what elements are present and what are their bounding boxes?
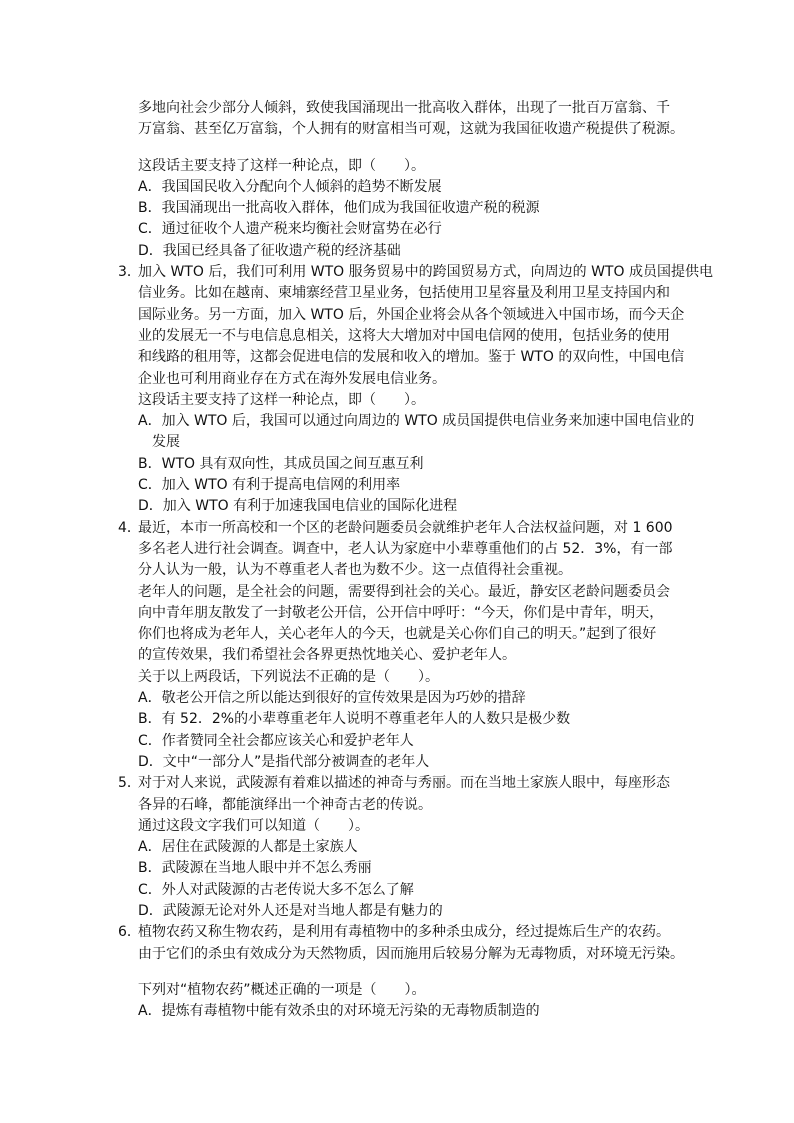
question-stem: 这段话主要支持了这样一种论点，即（ ）。 [138,157,425,174]
passage-text: 老年人的问题，是全社会的问题，需要得到社会的关心。最近，静安区老龄问题委员会 [138,583,670,600]
answer-option: C．通过征收个人遗产税来均衡社会财富势在必行 [138,221,442,238]
passage-line [118,326,698,347]
passage-line [118,119,698,140]
question-block [118,262,713,518]
question-block [118,773,698,922]
passage-line [118,560,698,581]
passage-line [118,944,698,965]
passage-line [118,283,698,304]
question-number: 3． [118,264,141,281]
answer-option: C．加入 WTO 有利于提高电信网的利用率 [138,477,401,494]
passage-text: 信业务。比如在越南、柬埔寨经营卫星业务，包括使用卫星容量及利用卫星支持国内和 [138,285,670,302]
passage-text: 分人认为一般，认为不尊重老人者也为数不少。这一点值得社会重视。 [138,562,572,579]
answer-option: D．加入 WTO 有利于加速我国电信业的国际化进程 [138,498,458,515]
passage-line [118,624,698,645]
answer-option: 发展 [152,434,180,451]
passage-text: 加入 WTO 后，我们可利用 WTO 服务贸易中的跨国贸易方式，向周边的 WTO 成员国提供电 [138,264,713,281]
passage-text: 最近，本市一所高校和一个区的老龄问题委员会就维护老年人合法权益问题，对 1 600 [138,519,673,536]
answer-option: B．WTO 具有双向性，其成员国之间互惠互利 [138,455,424,472]
answer-option: B．我国涌现出一批高收入群体，他们成为我国征收遗产税的税源 [138,200,540,217]
answer-option: B．有 52．2%的小辈尊重老年人说明不尊重老年人的人数只是极少数 [138,711,571,728]
passage-line [118,518,698,539]
passage-line [118,603,698,624]
answer-option: D．我国已经具备了征收遗产税的经济基础 [138,242,401,259]
answer-option: D．文中“一部分人”是指代部分被调查的老年人 [138,753,430,770]
question-stem: 通过这段文字我们可以知道（ ）。 [138,817,369,834]
passage-line [118,582,698,603]
answer-option: A．居住在武陵源的人都是土家族人 [138,839,358,856]
passage-text: 对于对人来说，武陵源有着难以描述的神奇与秀丽。而在当地土家族人眼中，每座形态 [138,775,670,792]
passage-text: 各异的石峰，都能演绎出一个神奇古老的传说。 [138,796,432,813]
passage-text: 的宣传效果，我们希望社会各界更热忱地关心、爱护老年人。 [138,647,516,664]
answer-option: C．作者赞同全社会都应该关心和爱护老年人 [138,732,414,749]
passage-text: 多地向社会少部分人倾斜，致使我国涌现出一批高收入群体，出现了一批百万富翁、千 [138,100,670,116]
answer-option: B．武陵源在当地人眼中并不怎么秀丽 [138,860,372,877]
answer-option: C．外人对武陵源的古老传说大多不怎么了解 [138,881,414,898]
question-block [118,518,698,774]
answer-option: D．武陵源无论对外人还是对当地人都是有魅力的 [138,902,443,919]
passage-text: 你们也将成为老年人，关心老年人的今天，也就是关心你们自己的明天。”起到了很好 [138,626,657,643]
passage-text: 和线路的租用等，这都会促进电信的发展和收入的增加。鉴于 WTO 的双向性，中国电信 [138,349,685,366]
passage-text: 多名老人进行社会调查。调查中，老人认为家庭中小辈尊重他们的占 52．3%，有一部 [138,540,673,557]
passage-text: 向中青年朋友散发了一封敬老公开信，公开信中呼吁：“今天，你们是中青年，明天， [138,604,664,621]
passage-line [118,539,698,560]
passage-line [118,305,698,326]
passage-line [118,795,698,816]
question-number: 5． [118,775,141,792]
answer-option: A．敬老公开信之所以能达到很好的宣传效果是因为巧妙的措辞 [138,690,526,707]
question-block [118,98,698,262]
question-number: 4． [118,519,141,536]
document-page [118,98,713,1022]
answer-option: A．加入 WTO 后，我国可以通过向周边的 WTO 成员国提供电信业务来加速中国电信业的 [138,413,695,430]
passage-line [118,98,698,119]
question-stem: 关于以上两段话，下列说法不正确的是（ ）。 [138,668,439,685]
passage-text: 国际业务。另一方面，加入 WTO 后，外国企业将会从各个领域进入中国市场，而今天企 [138,306,685,323]
passage-text: 由于它们的杀虫有效成分为天然物质，因而施用后较易分解为无毒物质，对环境无污染。 [138,945,684,962]
passage-text: 企业也可利用商业存在方式在海外发展电信业务。 [138,370,446,387]
question-block [118,922,698,1022]
passage-line [118,773,698,794]
question-stem: 下列对“植物农药”概述正确的一项是（ ）。 [138,981,426,998]
passage-text: 业的发展无一不与电信息息相关，这将大大增加对中国电信网的使用，包括业务的使用 [138,327,670,344]
passage-text: 植物农药又称生物农药，是利用有毒植物中的多种杀虫成分，经过提炼后生产的农药。 [138,924,670,941]
question-stem: 这段话主要支持了这样一种论点，即（ ）。 [138,391,425,408]
passage-line [118,262,713,283]
question-number: 6． [118,924,141,941]
passage-text: 万富翁、甚至亿万富翁，个人拥有的财富相当可观，这就为我国征收遗产税提供了税源。 [138,121,684,138]
passage-line [118,369,698,390]
passage-line [118,645,698,666]
answer-option: A．提炼有毒植物中能有效杀虫的对环境无污染的无毒物质制造的 [138,1003,540,1020]
spacer [118,965,698,980]
passage-line [118,922,698,943]
answer-option: A．我国国民收入分配向个人倾斜的趋势不断发展 [138,178,442,195]
passage-line [118,347,698,368]
spacer [118,141,698,156]
